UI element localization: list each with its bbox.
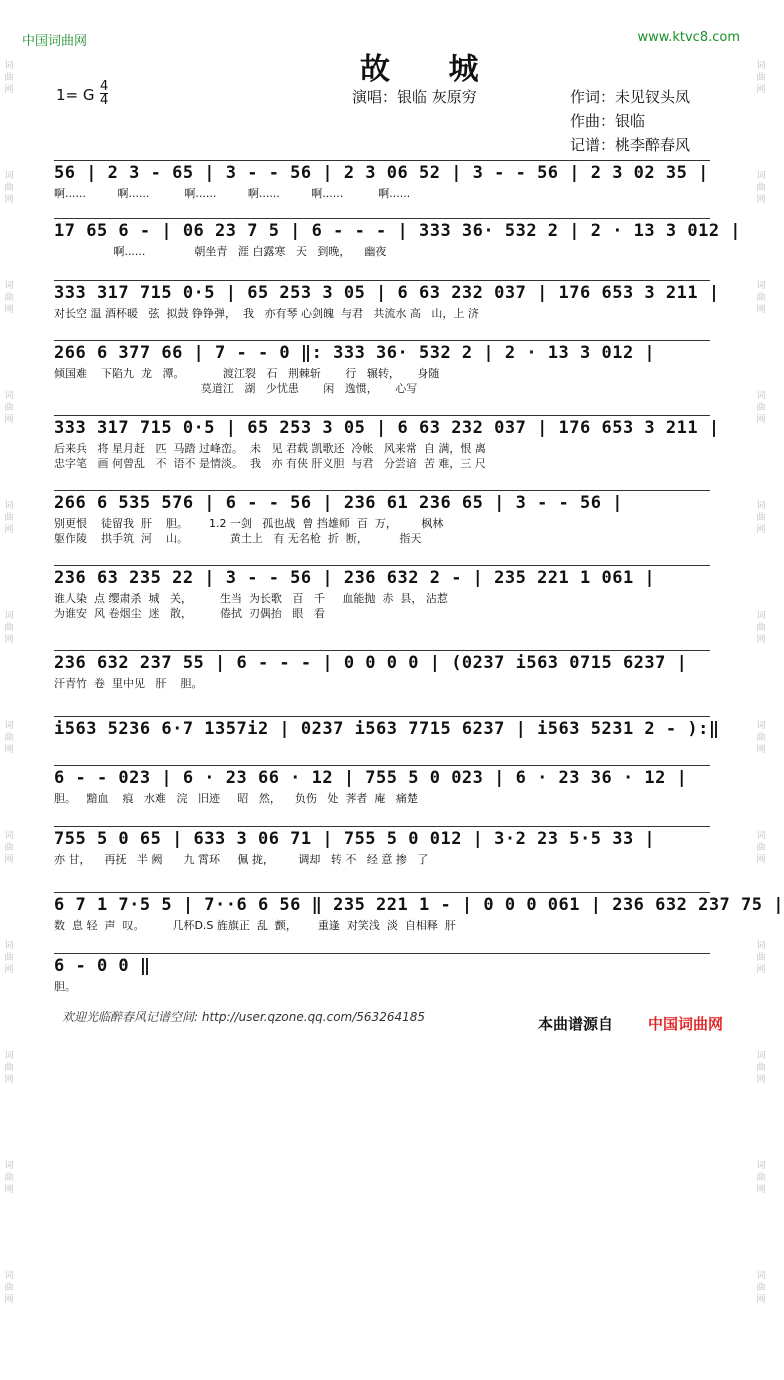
score-system bbox=[54, 160, 710, 200]
left-side-watermark bbox=[2, 60, 16, 1380]
performer-credit: 演唱：银临 灰原穷 bbox=[352, 88, 477, 106]
lyric-line-second: 忠字笔 画 何曾乱 不 语不 是情淡。 我 亦 有侠 肝义胆 与君 分尝谙 苦 难，三 尺 bbox=[54, 457, 486, 470]
composer-credit: 作曲：银临 bbox=[570, 112, 646, 130]
lyric-line: 数 息 轻 声 叹。 几杯D.S 旌旗正 乱 颤， 重逢 对笑浅 淡 自相释 肝 bbox=[54, 919, 456, 932]
footer-note: 欢迎光临醉春风记谱空间: http://user.qzone.qq.com/563264185 bbox=[62, 1010, 426, 1024]
side-watermark-text: 词曲网 bbox=[4, 1161, 14, 1195]
lyric-line: 亦 甘， 再抚 半 阙 九 霄环 佩 拢， 调却 转 不 经 意 掺 了 bbox=[54, 853, 429, 866]
side-watermark-text: 词曲网 bbox=[4, 721, 14, 755]
score-system bbox=[54, 415, 720, 470]
side-watermark-text: 词曲网 bbox=[4, 941, 14, 975]
score-system bbox=[54, 826, 710, 866]
side-watermark-text: 词曲网 bbox=[4, 831, 14, 865]
score-system bbox=[54, 765, 710, 805]
lyric-line: 啊...... 朝坐青 涯 白露寒 天 到晚， 幽夜 bbox=[54, 245, 387, 258]
score-system bbox=[54, 565, 710, 620]
lyric-line-second: 为谁安 风 卷烟尘 迷 散， 倦拭 刃偶抬 眼 看 bbox=[54, 607, 325, 620]
side-watermark-text: 词曲网 bbox=[756, 611, 766, 645]
side-watermark-text: 词曲网 bbox=[756, 1161, 766, 1195]
transcriber-credit: 记谱：桃李醉春风 bbox=[570, 136, 691, 154]
notation-line: 755 5 0 65 | 633 3 06 71 | 755 5 0 012 | 3·2 23 5·5 33 | bbox=[54, 826, 710, 851]
score-system bbox=[54, 650, 710, 690]
side-watermark-text: 词曲网 bbox=[4, 1271, 14, 1305]
notation-line: 333 317 715 0·5 | 65 253 3 05 | 6 63 232 037 | 176 653 3 211 | bbox=[54, 415, 710, 440]
side-watermark-text: 词曲网 bbox=[4, 171, 14, 205]
side-watermark-text: 词曲网 bbox=[756, 1051, 766, 1085]
notation-line: 17 65 6 - | 06 23 7 5 | 6 - - - | 333 36· 532 2 | 2 · 13 3 012 | bbox=[54, 218, 710, 243]
notation-line: 333 317 715 0·5 | 65 253 3 05 | 6 63 232 037 | 176 653 3 211 | bbox=[54, 280, 710, 305]
lyric-line: 对长空 温 酒杯暖 弦 拟鼓 铮铮弹， 我 亦有琴 心剑魄 与君 共流水 高 山，上 济 bbox=[54, 307, 479, 320]
time-denominator: 4 bbox=[100, 93, 109, 108]
lyric-line bbox=[54, 741, 710, 756]
right-side-watermark bbox=[754, 60, 768, 1380]
key-signature: 1= G bbox=[56, 86, 95, 104]
lyric-line: 后来兵 将 星月赶 匹 马踏 过峰峦。 未 见 君载 凯歌还 冷帐 风来常 自 满，恨 离 bbox=[54, 442, 486, 455]
score-system bbox=[54, 280, 720, 320]
score-system bbox=[54, 490, 710, 545]
side-watermark-text: 词曲网 bbox=[4, 61, 14, 95]
lyric-line: 胆。 bbox=[54, 980, 76, 993]
side-watermark-text: 词曲网 bbox=[756, 61, 766, 95]
notation-line: 236 63 235 22 | 3 - - 56 | 236 632 2 - | 235 221 1 061 | bbox=[54, 565, 710, 590]
lyric-line: 倾国难 下陷九 龙 潭。 渡江裂 石 荆棘斩 行 辗转， 身随 bbox=[54, 367, 440, 380]
notation-line: 236 632 237 55 | 6 - - - | 0 0 0 0 | (0237 i563 0715 6237 | bbox=[54, 650, 710, 675]
score-system bbox=[54, 218, 742, 258]
lyric-line-second: 莫道江 湖 少忧患 闲 逸惯， 心写 bbox=[54, 382, 418, 395]
lyric-line: 啊...... 啊...... 啊...... 啊...... 啊...... 啊...... bbox=[54, 187, 411, 200]
notation-line: 6 - 0 0 ‖ bbox=[54, 953, 710, 978]
song-title: 故 城 bbox=[360, 52, 503, 87]
site-logo-left[interactable]: 中国词曲网 bbox=[22, 34, 88, 49]
side-watermark-text: 词曲网 bbox=[756, 721, 766, 755]
time-signature bbox=[100, 80, 108, 107]
lyric-line-second: 躯作陵 拱手筑 河 山。 黄土上 有 无名枪 折 断， 指天 bbox=[54, 532, 422, 545]
lyric-line: 汗青竹 卷 里中见 肝 胆。 bbox=[54, 677, 203, 690]
side-watermark-text: 词曲网 bbox=[4, 391, 14, 425]
notation-line: 6 - - 023 | 6 · 23 66 · 12 | 755 5 0 023 | 6 · 23 36 · 12 | bbox=[54, 765, 710, 790]
score-system bbox=[54, 340, 710, 395]
source-site-link[interactable]: 中国词曲网 bbox=[648, 1015, 724, 1033]
side-watermark-text: 词曲网 bbox=[756, 391, 766, 425]
notation-line: 6 7 1 7·5 5 | 7··6 6 56 ‖ 235 221 1 - | 0 0 0 061 | 236 632 237 75 | bbox=[54, 892, 710, 917]
side-watermark-text: 词曲网 bbox=[4, 1051, 14, 1085]
side-watermark-text: 词曲网 bbox=[4, 611, 14, 645]
lyric-line: 别更恨 徒留我 肝 胆。 1.2 一剑 孤也战 曾 挡雄师 百 万， 枫林 bbox=[54, 517, 444, 530]
side-watermark-text: 词曲网 bbox=[756, 171, 766, 205]
side-watermark-text: 词曲网 bbox=[756, 941, 766, 975]
score-system bbox=[54, 716, 720, 756]
notation-line: 266 6 377 66 | 7 - - 0 ‖: 333 36· 532 2 | 2 · 13 3 012 | bbox=[54, 340, 710, 365]
side-watermark-text: 词曲网 bbox=[756, 831, 766, 865]
side-watermark-text: 词曲网 bbox=[756, 1271, 766, 1305]
notation-line: 266 6 535 576 | 6 - - 56 | 236 61 236 65 | 3 - - 56 | bbox=[54, 490, 710, 515]
score-system bbox=[54, 892, 784, 932]
source-label: 本曲谱源自 bbox=[538, 1015, 614, 1033]
notation-line: i563 5236 6·7 1357i2 | 0237 i563 7715 6237 | i563 5231 2 - ):‖ bbox=[54, 716, 710, 741]
site-url-right[interactable]: www.ktvc8.com bbox=[637, 30, 740, 45]
notation-line: 56 | 2 3 - 65 | 3 - - 56 | 2 3 06 52 | 3 - - 56 | 2 3 02 35 | bbox=[54, 160, 710, 185]
lyric-line: 谁人染 点 缨肃杀 城 关， 生当 为长歌 百 千 血能抛 赤 县， 沾惹 bbox=[54, 592, 448, 605]
side-watermark-text: 词曲网 bbox=[756, 281, 766, 315]
score-system bbox=[54, 953, 710, 993]
lyricist-credit: 作词：未见钗头凤 bbox=[570, 88, 691, 106]
side-watermark-text: 词曲网 bbox=[4, 281, 14, 315]
time-numerator: 4 bbox=[100, 79, 109, 94]
side-watermark-text: 词曲网 bbox=[4, 501, 14, 535]
side-watermark-text: 词曲网 bbox=[756, 501, 766, 535]
lyric-line: 胆。 黯血 痕 水难 浣 旧迹 昭 然， 负伤 处 荠者 庵 痛楚 bbox=[54, 792, 418, 805]
